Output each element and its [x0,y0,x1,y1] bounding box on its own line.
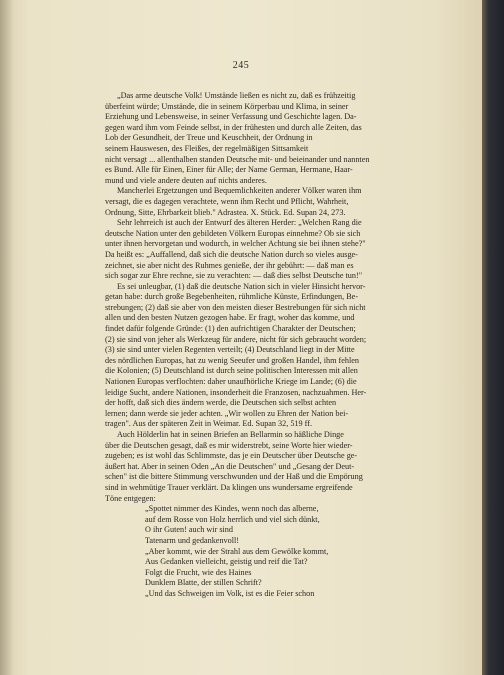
text-line: der hofft, daß sich dies ändern werde, die Deutschen sich selbst achten [105,398,337,408]
text-line: „Das arme deutsche Volk! Umstände ließen es nicht zu, daß es frühzeitig [117,91,356,100]
verse-line: „Spottet nimmer des Kindes, wenn noch das alberne, [145,504,319,514]
text-line: Ordnung, Sitte, Ehrbarkeit blieb." Adrastea. X. Stück. Ed. Supan 24, 273. [105,207,346,217]
text-line: überfeint würde; Umstände, die in seinem Körperbau und Klima, in seiner [105,101,349,111]
text-line: Sehr lehrreich ist auch der Entwurf des älteren Herder: „Welchen Rang die [117,218,362,228]
verse-line: „Aber kommt, wie der Strahl aus dem Gewölke kommt, [145,546,329,556]
text-line: lernen; dann werde sie jeder achten. „Wir wollen zu Ehren der Nation bei- [105,408,349,418]
text-line: nicht versagt ... allenthalben standen Deutsche mit- und beieinander und nannten [105,154,370,164]
text-line: sich sogar zur Ehre rechne, sie zu verachten: — daß dies selbst Deutsche tun!" [105,271,363,281]
text-line: tragen". Aus der späteren Zeit in Weimar. Ed. Supan 32, 519 ff. [105,419,313,429]
text-line: Auch Hölderlin hat in seinen Briefen an Bellarmin so häßliche Dinge [117,430,344,439]
text-line: deutsche Nation unter den gebildeten Völkern Europas einnehme? Ob sie sich [105,228,361,238]
verse-line: „Und das Schweigen im Volk, ist es die Feier schon [145,588,315,598]
text-line: (2) sie sind von jeher als Werkzeug für andere, nicht für sich gebraucht worden; [105,334,367,344]
body-text [105,91,415,600]
text-line: äußert hat. Aber in seinen Oden „An die Deutschen" und „Gesang der Deut- [105,461,355,471]
verse-line: Folgt die Frucht, wie des Haines [145,567,252,577]
text-line: Da heißt es: „Auffallend, daß sich die deutsche Nation durch so vieles ausge- [105,249,358,259]
text-line: getan habe: durch große Begebenheiten, rühmliche Künste, Erfindungen, Be- [105,292,359,302]
text-line: findet dafür folgende Gründe: (1) den aufrichtigen Charakter der Deutschen; [105,324,356,334]
text-line: Es sei unleugbar, (1) daß die deutsche Nation sich in vieler Hinsicht hervor- [117,281,366,291]
text-line: mund und viele andere deuten auf nichts anderes. [105,175,267,185]
verse-line: O ihr Guten! auch wir sind [145,525,233,535]
text-line: strebungen; (2) daß sie aber von den meisten dieser Bestrebungen für sich nicht [105,302,366,312]
text-line: des nördlichen Europas, hat zu wenig Seeufer und großen Handel, ihm fehlen [105,355,359,365]
prose-lines [105,91,415,504]
verse-line: Aus Gedanken vielleicht, geistig und reif die Tat? [145,557,308,567]
text-line: Nationen Europas verflochten: daher unaufhörliche Kriege im Lande; (6) die [105,377,357,387]
text-line: zugeben; es ist wohl das Schlimmste, das je ein Deutscher über Deutsche ge- [105,451,358,461]
verse-line: Tatenarm und gedankenvoll! [145,535,240,545]
text-line: die Kolonien; (5) Deutschland ist durch seine politischen Interessen mit allen [105,366,358,376]
gutter-shadow [0,0,14,675]
page-number: 245 [232,60,250,71]
text-line: zeichnet, sie aber nicht des Ruhmes genieße, der ihr gebührt: — daß man es [105,260,354,270]
verse-line: Dunklem Blatte, der stillen Schrift? [145,578,262,588]
text-line: versagt, die es dagegen verachtete, wenn ihm Recht und Pflicht, Wahrheit, [105,196,349,206]
verse-quote [105,504,415,599]
text-line: Töne entgegen: [105,493,156,503]
text-line: unter ihnen hervorgetan und wodurch, in welcher Achtung sie bei ihnen stehe?" [105,239,366,249]
text-line: es Bund. Alle für Einen, Einer für Alle; der Name German, Hermane, Haar- [105,165,353,175]
text-line: sind in wehmütige Trauer verklärt. Da klingen uns wundersame ergreifende [105,482,353,492]
text-line: Erziehung und Lebensweise, in seiner Verfassung und Geschichte lagen. Da- [105,112,357,122]
text-line: schen" ist die bittere Stimmung verschwunden und der Haß und die Empörung [105,472,363,482]
verse-line: auf dem Rosse von Holz herrlich und viel sich dünkt, [145,514,320,524]
text-line: Lob der Gesundheit, der Treue und Keuschheit, der Ordnung in [105,133,313,143]
text-line: Mancherlei Ergetzungen und Bequemlichkeiten anderer Völker waren ihm [117,186,362,196]
text-line: seinem Hauswesen, des Fleißes, der regelmäßigen Sittsamkeit [105,143,309,153]
text-line: allen und den besten Nutzen gezogen habe. Er fragt, woher das komme, und [105,313,355,323]
text-line: gegen ward ihm vom Feinde selbst, in der frühesten und durch alle Zeiten, das [105,122,362,132]
text-line: über die Deutschen gesagt, daß es mir widerstrebt, seine Worte hier wieder- [105,440,353,450]
text-line: (3) sie sind unter vielen Regenten verteilt; (4) Deutschland liegt in der Mitte [105,345,355,355]
book-spine [482,0,504,675]
text-line: leidige Sucht, andere Nationen, insonderheit die Franzosen, nachzuahmen. Her- [105,387,367,397]
